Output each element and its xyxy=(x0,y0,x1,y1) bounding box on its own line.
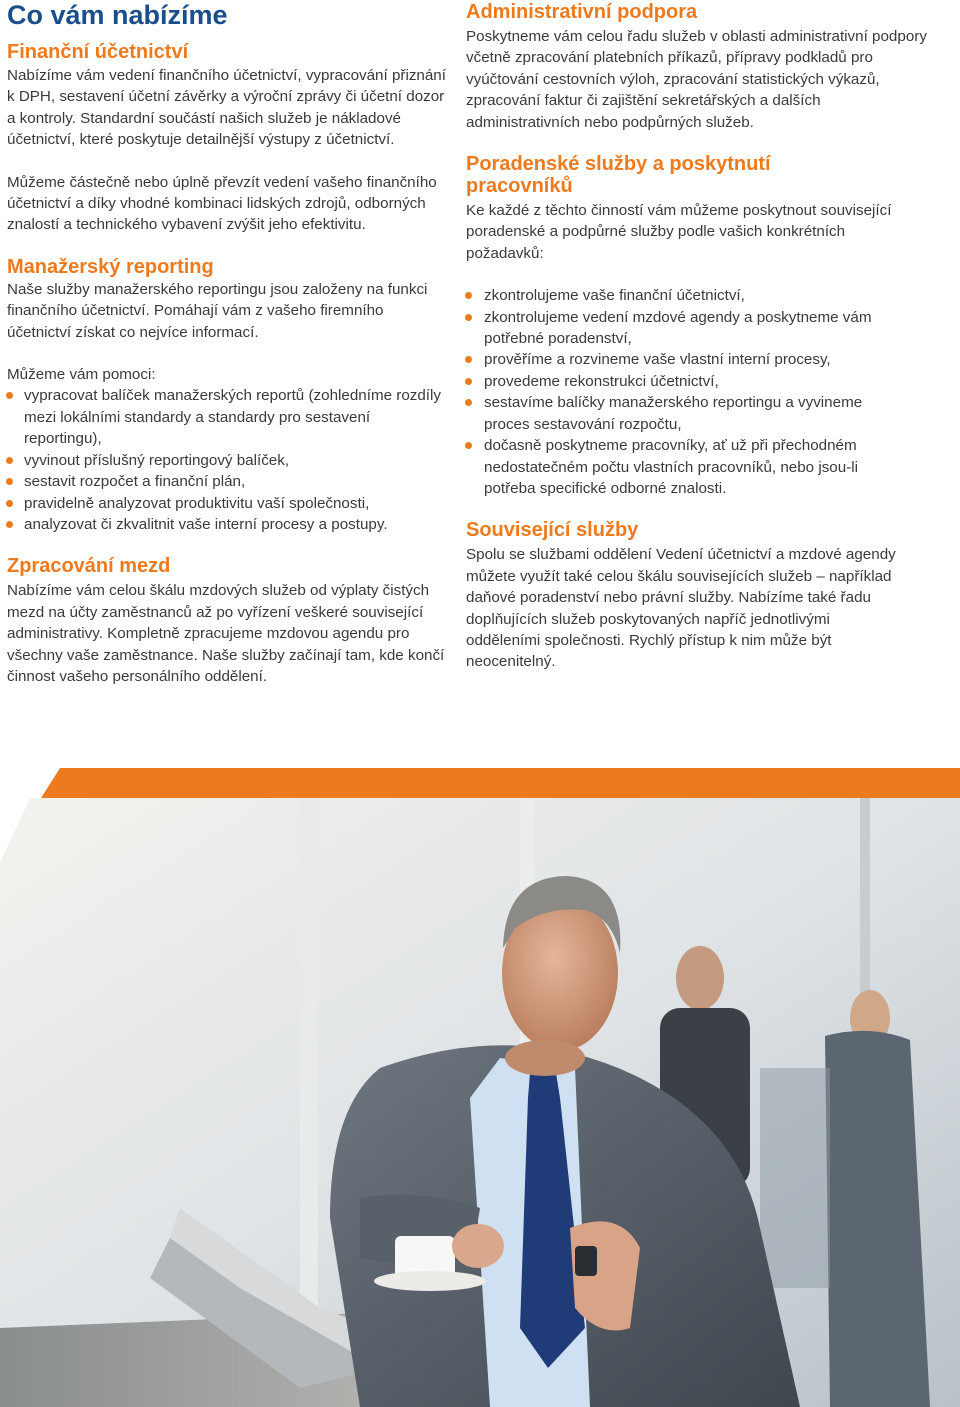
poradenske-paragraph-1: Ke každé z těchto činností vám můžeme poskytnout související poradenské a podpůrné služby podle vašich konkrétních požadavků: xyxy=(466,202,892,262)
photo-illustration xyxy=(0,768,960,1407)
reporting-list xyxy=(7,385,447,535)
bullet-icon xyxy=(6,478,13,485)
list-item: vypracovat balíček manažerských reportů (zohledníme rozdíly mezi lokálními standardy a standardy pro sestavení reportingu), xyxy=(7,385,447,449)
list-item: provedeme rekonstrukci účetnictví, xyxy=(466,371,886,392)
bullet-icon xyxy=(6,392,13,399)
bullet-icon xyxy=(465,399,472,406)
bullet-icon xyxy=(465,378,472,385)
financni-paragraph-2: Můžeme částečně nebo úplně převzít vedení vašeho finančního účetnictví a díky vhodné kombinaci lidských zdrojů, odborných znalostí a technického vybavení zvýšit jeho efektivitu. xyxy=(7,173,437,234)
list-item: prověříme a rozvineme vaše vlastní interní procesy, xyxy=(466,349,886,370)
left-column xyxy=(7,0,447,687)
heading-manazersky-reporting: Manažerský reporting xyxy=(7,255,214,278)
reporting-paragraph-2: Můžeme vám pomoci: xyxy=(7,366,156,384)
list-item: zkontrolujeme vaše finanční účetnictví, xyxy=(466,285,886,306)
bullet-icon xyxy=(465,442,472,449)
poradenske-list xyxy=(466,285,886,499)
heading-poradenske-sluzby: Poradenské služby a poskytnutí pracovníků xyxy=(466,153,771,198)
list-item: zkontrolujeme vedení mzdové agendy a poskytneme vám potřebné poradenství, xyxy=(466,307,886,350)
financni-paragraph-1: Nabízíme vám vedení finančního účetnictví, vypracování přiznání k DPH, sestavení účetní závěrky a výroční zprávy či účetní dozor a kontroly. Standardní součástí našich služeb je nákladové účetnictví, které poskytuje detailnější výstupy z účetnictví. xyxy=(7,67,446,149)
bullet-icon xyxy=(6,500,13,507)
bullet-icon xyxy=(465,292,472,299)
admin-paragraph-1: Poskytneme vám celou řadu služeb v oblasti administrativní podpory včetně zpracování platebních příkazů, přípravy podkladů pro vyúčtování cestovních výloh, zpracování statistických výkazů, zpracování faktur či zajištění sekretářských a dalších administrativních nebo podpůrných služeb. xyxy=(466,28,927,131)
mzdy-paragraph-1: Nabízíme vám celou škálu mzdových služeb od výplaty čistých mezd na účty zaměstnanců až po vyřízení veškeré související administrativy. Kompletně zpracujeme mzdovou agendu pro všechny vaše zaměstnance. Naše služby začínají tam, kde končí činnost vašeho personálního oddělení. xyxy=(7,582,445,685)
list-item: sestavíme balíčky manažerského reportingu a vyvineme proces sestavování rozpočtu, xyxy=(466,392,886,435)
heading-zpracovani-mezd: Zpracování mezd xyxy=(7,555,171,578)
right-column xyxy=(466,0,936,673)
list-item: pravidelně analyzovat produktivitu vaší společnosti, xyxy=(7,493,447,514)
heading-financni-ucetnictvi: Finanční účetnictví xyxy=(7,41,189,63)
reporting-paragraph-1: Naše služby manažerského reportingu jsou založeny na funkci finančního účetnictví. Pomáhají vám z vašeho firemního účetnictví získat co nejvíce informací. xyxy=(7,280,428,341)
bullet-icon xyxy=(465,314,472,321)
heading-souvisejici-sluzby: Související služby xyxy=(466,519,639,542)
saucer xyxy=(374,1271,486,1291)
list-item: dočasně poskytneme pracovníky, ať už při přechodném nedostatečném počtu vlastních pracovníků, nebo jsou-li potřeba specifické odborné znalosti. xyxy=(466,435,886,499)
businessman-photo xyxy=(0,768,960,1407)
list-item: vyvinout příslušný reportingový balíček, xyxy=(7,450,447,471)
list-item: sestavit rozpočet a finanční plán, xyxy=(7,471,447,492)
page-title: Co vám nabízíme xyxy=(7,0,228,30)
bullet-icon xyxy=(6,457,13,464)
souvisejici-paragraph-1: Spolu se službami oddělení Vedení účetnictví a mzdové agendy můžete využít také celou škálu souvisejících služeb – například daňové poradenství nebo právní služby. Nabízíme také řadu doplňujících služeb poskytovaných napříč jednotlivými odděleními společnosti. Rychlý přístup k nim může být neocenitelný. xyxy=(466,546,896,671)
bullet-icon xyxy=(465,356,472,363)
list-item: analyzovat či zkvalitnit vaše interní procesy a postupy. xyxy=(7,514,447,535)
bullet-icon xyxy=(6,521,13,528)
orange-band xyxy=(30,768,960,798)
heading-administrativni-podpora: Administrativní podpora xyxy=(466,1,698,23)
